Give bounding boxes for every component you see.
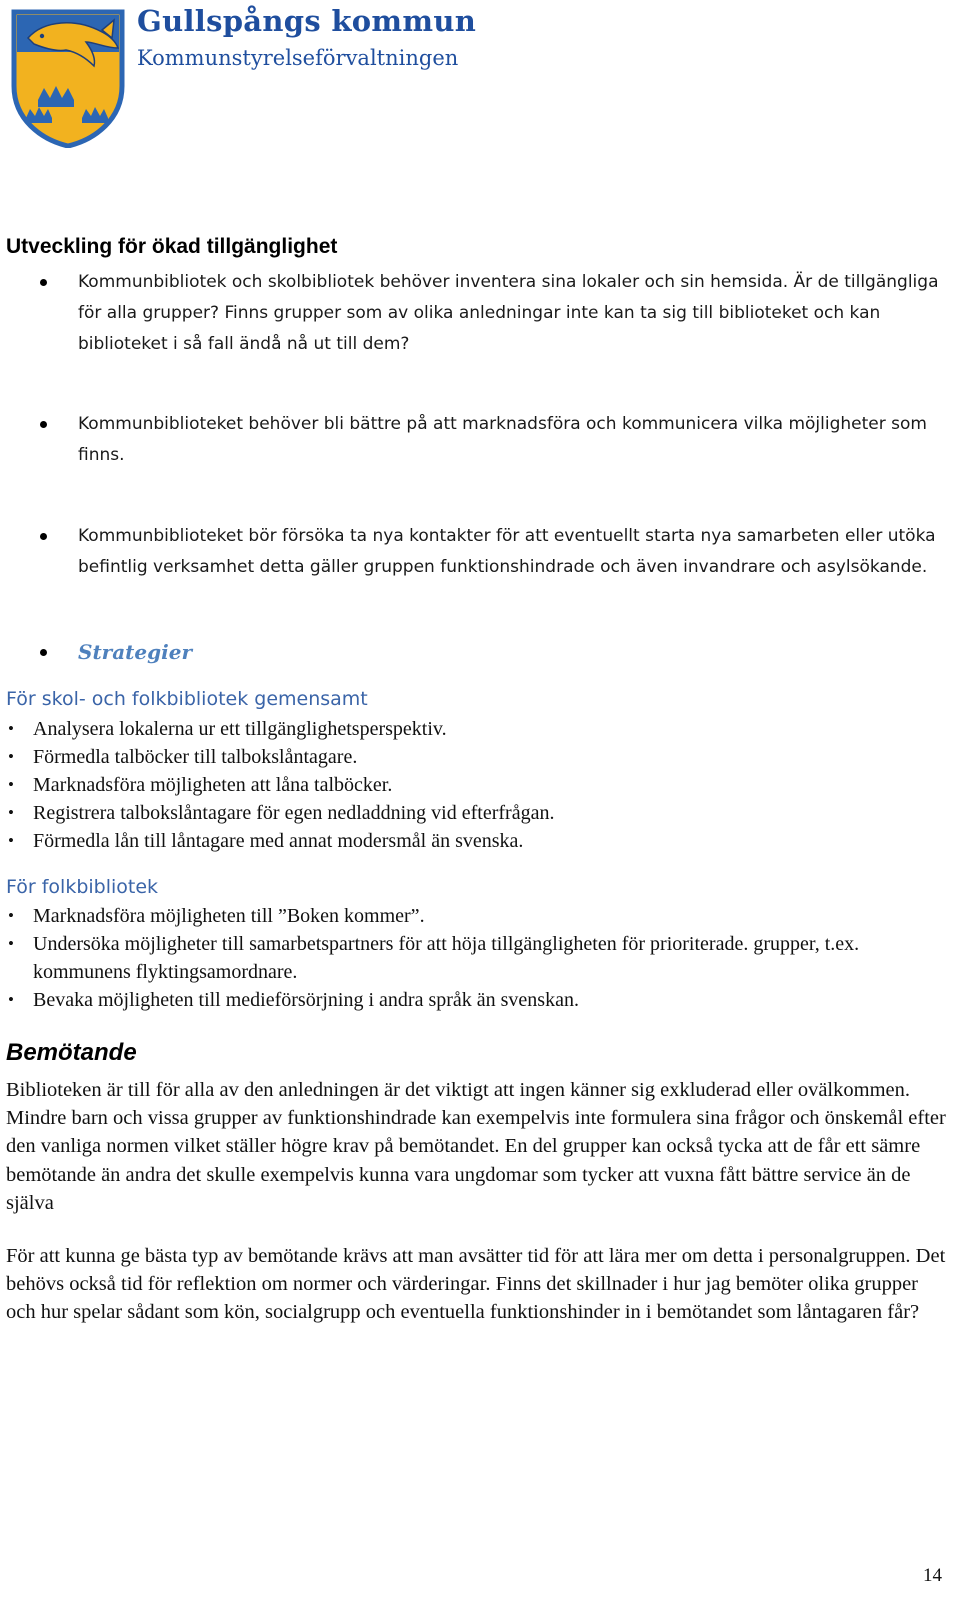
list-item — [6, 267, 950, 360]
list-item — [6, 715, 950, 743]
bullet-icon: • — [8, 719, 14, 738]
bullet-icon: • — [8, 775, 14, 794]
bullet-icon — [40, 279, 47, 286]
list-item-text: Bevaka möjligheten till medieförsörjning i andra språk än svenskan. — [33, 989, 579, 1011]
bullet-icon — [40, 421, 47, 428]
subheading-public-library: För folkbibliotek — [6, 876, 159, 898]
list-item — [6, 986, 950, 1014]
strategies-list — [6, 637, 950, 670]
page-number: 14 — [923, 1565, 942, 1586]
bullet-icon: • — [8, 934, 14, 953]
coat-of-arms-icon — [10, 8, 126, 148]
list-item — [6, 771, 950, 799]
department-name: Kommunstyrelseförvaltningen — [137, 46, 459, 70]
section-heading-accessibility: Utveckling för ökad tillgänglighet — [6, 235, 338, 258]
public-library-list — [6, 902, 950, 1014]
list-item — [6, 637, 950, 670]
list-item — [6, 521, 950, 583]
list-item-text: Undersöka möjligheter till samarbetspartners för att höja tillgängligheten för prioriterade. grupper, t.ex. kommunens flyktingsamordnare. — [33, 933, 860, 983]
accessibility-list — [6, 521, 950, 583]
subheading-shared: För skol- och folkbibliotek gemensamt — [6, 688, 368, 710]
list-item — [6, 930, 950, 986]
list-item — [6, 409, 950, 471]
paragraph: För att kunna ge bästa typ av bemötande krävs att man avsätter tid för att lära mer om detta i personalgruppen. Det behövs också tid för reflektion om normer och värderingar. Finns det skillnader i hur jag bemöter olika grupper och hur spelar sådant som kön, socialgrupp och eventuella funktionshinder in i bemötandet som låntagaren får? — [6, 1245, 946, 1324]
bullet-icon: • — [8, 906, 14, 925]
list-item-text: Kommunbiblioteket bör försöka ta nya kontakter för att eventuellt starta nya samarbeten eller utöka befintlig verksamhet detta gäller gruppen funktionshindrade och även invandrare och asylsökande. — [78, 526, 936, 577]
list-item-text: Marknadsföra möjligheten till ”Boken kommer”. — [33, 905, 425, 927]
accessibility-list — [6, 267, 950, 360]
list-item-text: Registrera talbokslåntagare för egen nedladdning vid efterfrågan. — [33, 802, 555, 824]
bullet-icon: • — [8, 990, 14, 1009]
shared-list — [6, 715, 950, 855]
list-item-text: Kommunbiblioteket behöver bli bättre på att marknadsföra och kommunicera vilka möjligheter som finns. — [78, 414, 927, 465]
list-item-text: Kommunbibliotek och skolbibliotek behöver inventera sina lokaler och sin hemsida. Är de tillgängliga för alla grupper? Finns grupper som av olika anledningar inte kan ta sig till biblioteket och kan biblioteket i så fall ändå nå ut till dem? — [78, 272, 939, 354]
list-item — [6, 799, 950, 827]
accessibility-list — [6, 409, 950, 471]
organization-name: Gullspångs kommun — [137, 4, 477, 38]
list-item-text: Förmedla talböcker till talbokslåntagare. — [33, 746, 358, 768]
list-item — [6, 743, 950, 771]
list-item-text: Analysera lokalerna ur ett tillgänglighetsperspektiv. — [33, 718, 447, 740]
bullet-icon: • — [8, 803, 14, 822]
bullet-icon: • — [8, 831, 14, 850]
bullet-icon: • — [8, 747, 14, 766]
list-item-text: Marknadsföra möjligheten att låna talböcker. — [33, 774, 393, 796]
paragraph: Biblioteken är till för alla av den anledningen är det viktigt att ingen känner sig exkluderad eller ovälkommen. Mindre barn och vissa grupper av funktionshindrade kan exempelvis inte formulera sina frågor och önskemål efter den vanliga normen vilket ställer högre krav på bemötandet. En del grupper kan också tycka att de får ett sämre bemötande än andra det skulle exempelvis kunna vara ungdomar som tycker att vuxna fått bättre service än de själva — [6, 1079, 946, 1214]
strategies-heading: Strategier — [78, 640, 192, 664]
bullet-icon — [40, 533, 47, 540]
list-item — [6, 902, 950, 930]
list-item-text: Förmedla lån till låntagare med annat modersmål än svenska. — [33, 830, 524, 852]
list-item — [6, 827, 950, 855]
section-heading-treatment: Bemötande — [6, 1039, 137, 1066]
bullet-icon — [40, 649, 47, 656]
